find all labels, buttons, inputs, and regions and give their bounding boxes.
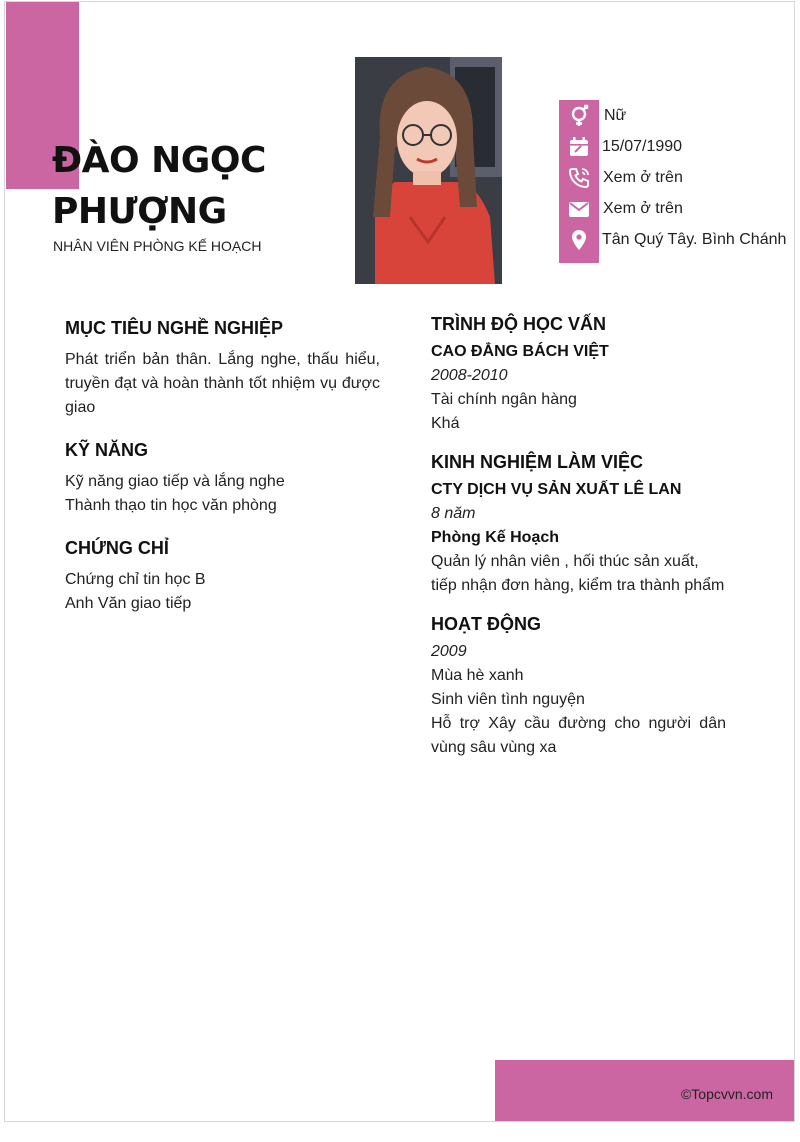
footer-bar	[495, 1060, 795, 1122]
footer-credit: ©Topcvvn.com	[680, 1086, 773, 1102]
activity-role: Sinh viên tình nguyện	[431, 691, 585, 708]
birthday-row	[559, 131, 795, 162]
email-value: Xem ở trên	[603, 199, 683, 217]
education-title: TRÌNH ĐỘ HỌC VẤN	[431, 314, 606, 334]
certificates-section	[65, 536, 380, 616]
address-row	[559, 224, 795, 255]
right-column	[431, 312, 726, 778]
skill-item: Thành thạo tin học văn phòng	[65, 497, 277, 514]
skills-title: KỸ NĂNG	[65, 440, 149, 460]
company-name: CTY DỊCH VỤ SẢN XUẤT LÊ LAN	[431, 481, 682, 498]
activity-year: 2009	[431, 643, 467, 660]
activity-description: Hỗ trợ Xây cầu đường cho người dân vùng sâu vùng xa	[431, 715, 726, 756]
objective-section	[65, 316, 380, 420]
skill-item: Kỹ năng giao tiếp và lắng nghe	[65, 473, 285, 490]
location-icon	[559, 224, 599, 255]
department-name: Phòng Kế Hoạch	[431, 529, 560, 546]
job-title: NHÂN VIÊN PHÒNG KẾ HOẠCH	[53, 238, 262, 254]
gender-value: Nữ	[604, 106, 627, 124]
skills-section	[65, 438, 380, 518]
phone-icon	[559, 162, 599, 193]
education-grade: Khá	[431, 415, 460, 432]
education-major: Tài chính ngân hàng	[431, 391, 577, 408]
email-icon	[559, 193, 599, 224]
name-line-1: ĐÀO NGỌC	[52, 140, 266, 181]
objective-text: Phát triển bản thân. Lắng nghe, thấu hiểu, truyền đạt và hoàn thành tốt nhiệm vụ được giao	[65, 351, 380, 416]
gender-row	[559, 100, 795, 131]
experience-title: KINH NGHIỆM LÀM VIỆC	[431, 452, 644, 472]
profile-photo	[355, 57, 502, 284]
objective-title: MỤC TIÊU NGHỀ NGHIỆP	[65, 318, 284, 338]
experience-section	[431, 450, 726, 598]
experience-description: Quản lý nhân viên , hối thúc sản xuất, tiếp nhận đơn hàng, kiểm tra thành phẩm	[431, 553, 725, 594]
gender-icon	[559, 100, 599, 131]
certificates-title: CHỨNG CHỈ	[65, 538, 169, 558]
cv-page	[4, 1, 795, 1122]
education-period: 2008-2010	[431, 367, 508, 384]
experience-duration: 8 năm	[431, 505, 476, 522]
school-name: CAO ĐẲNG BÁCH VIỆT	[431, 343, 609, 360]
email-row	[559, 193, 795, 224]
phone-value: Xem ở trên	[603, 168, 683, 186]
name-line-2: PHƯỢNG	[52, 191, 227, 232]
certificate-item: Anh Văn giao tiếp	[65, 595, 192, 612]
address-value: Tân Quý Tây. Bình Chánh	[602, 230, 787, 248]
calendar-icon	[559, 131, 599, 162]
phone-row	[559, 162, 795, 193]
birthday-value: 15/07/1990	[602, 137, 683, 155]
full-name	[52, 135, 266, 237]
activity-name: Mùa hè xanh	[431, 667, 524, 684]
activities-title: HOẠT ĐỘNG	[431, 614, 541, 634]
left-column	[65, 316, 380, 634]
activities-section	[431, 612, 726, 760]
education-section	[431, 312, 726, 436]
certificate-item: Chứng chỉ tin học B	[65, 571, 206, 588]
